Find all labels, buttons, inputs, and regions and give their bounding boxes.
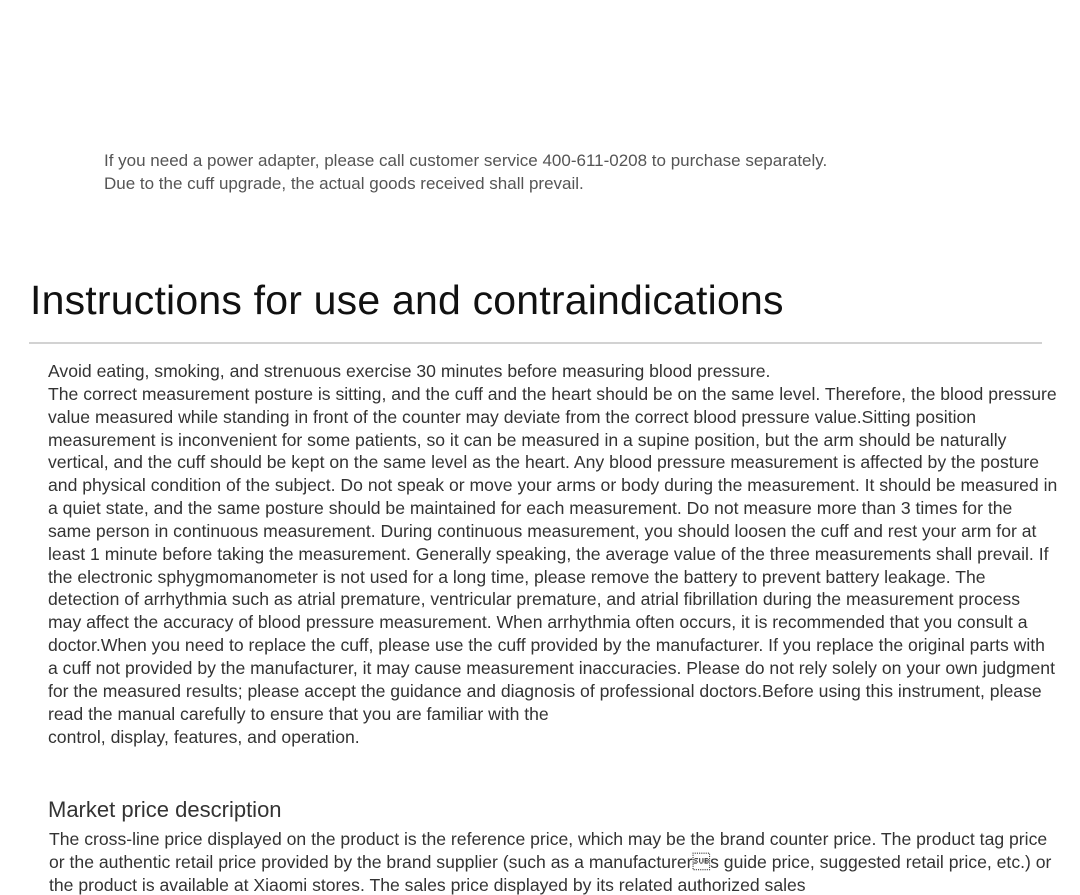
notice-line-adapter: If you need a power adapter, please call customer service 400-611-0208 to purchase separately. bbox=[104, 151, 828, 170]
notice-line-cuff: Due to the cuff upgrade, the actual goods received shall prevail. bbox=[104, 174, 584, 193]
instructions-first-line: Avoid eating, smoking, and strenuous exercise 30 minutes before measuring blood pressure. bbox=[48, 361, 771, 381]
market-price-heading: Market price description bbox=[48, 797, 282, 822]
market-price-text: The cross-line price displayed on the product is the reference price, which may be the brand counter price. The product tag price or the authentic retail price provided by the brand supplier (such as a manufacturers guide price, suggested retail price, etc.) or the product is available at Xiaomi stores. The sales price displayed by its related authorized sales bbox=[49, 829, 1052, 895]
power-adapter-notice bbox=[104, 149, 1044, 195]
instructions-text bbox=[48, 360, 1058, 748]
instructions-last-line: control, display, features, and operation. bbox=[48, 726, 360, 747]
instructions-body: The correct measurement posture is sitting, and the cuff and the heart should be on the same level. Therefore, the blood pressure value measured while standing in front of the counter may deviate from the correct blood pressure value.Sitting position measurement is inconvenient for some patients, so it can be measured in a supine position, but the arm should be naturally vertical, and the cuff should be kept on the same level as the heart. Any blood pressure measurement is affected by the posture and physical condition of the subject. Do not speak or move your arms or body during the measurement. It should be measured in a quiet state, and the same posture should be maintained for each measurement. Do not measure more than 3 times for the same person in continuous measurement. During continuous measurement, you should loosen the cuff and rest your arm for at least 1 minute before taking the measurement. Generally speaking, the average value of the three measurements shall prevail. If the electronic sphygmomanometer is not used for a long time, please remove the battery to prevent battery leakage. The detection of arrhythmia such as atrial premature, ventricular premature, and atrial fibrillation during the measurement process may affect the accuracy of blood pressure measurement. When arrhythmia often occurs, it is recommended that you consult a doctor.When you need to replace the cuff, please use the cuff provided by the manufacturer. If you replace the original parts with a cuff not provided by the manufacturer, it may cause measurement inaccuracies. Please do not rely solely on your own judgment for the measured results; please accept the guidance and diagnosis of professional doctors.Before using this instrument, please read the manual carefully to ensure that you are familiar with the bbox=[48, 383, 1058, 724]
section-divider bbox=[29, 342, 1042, 344]
section-title: Instructions for use and contraindications bbox=[30, 277, 784, 323]
